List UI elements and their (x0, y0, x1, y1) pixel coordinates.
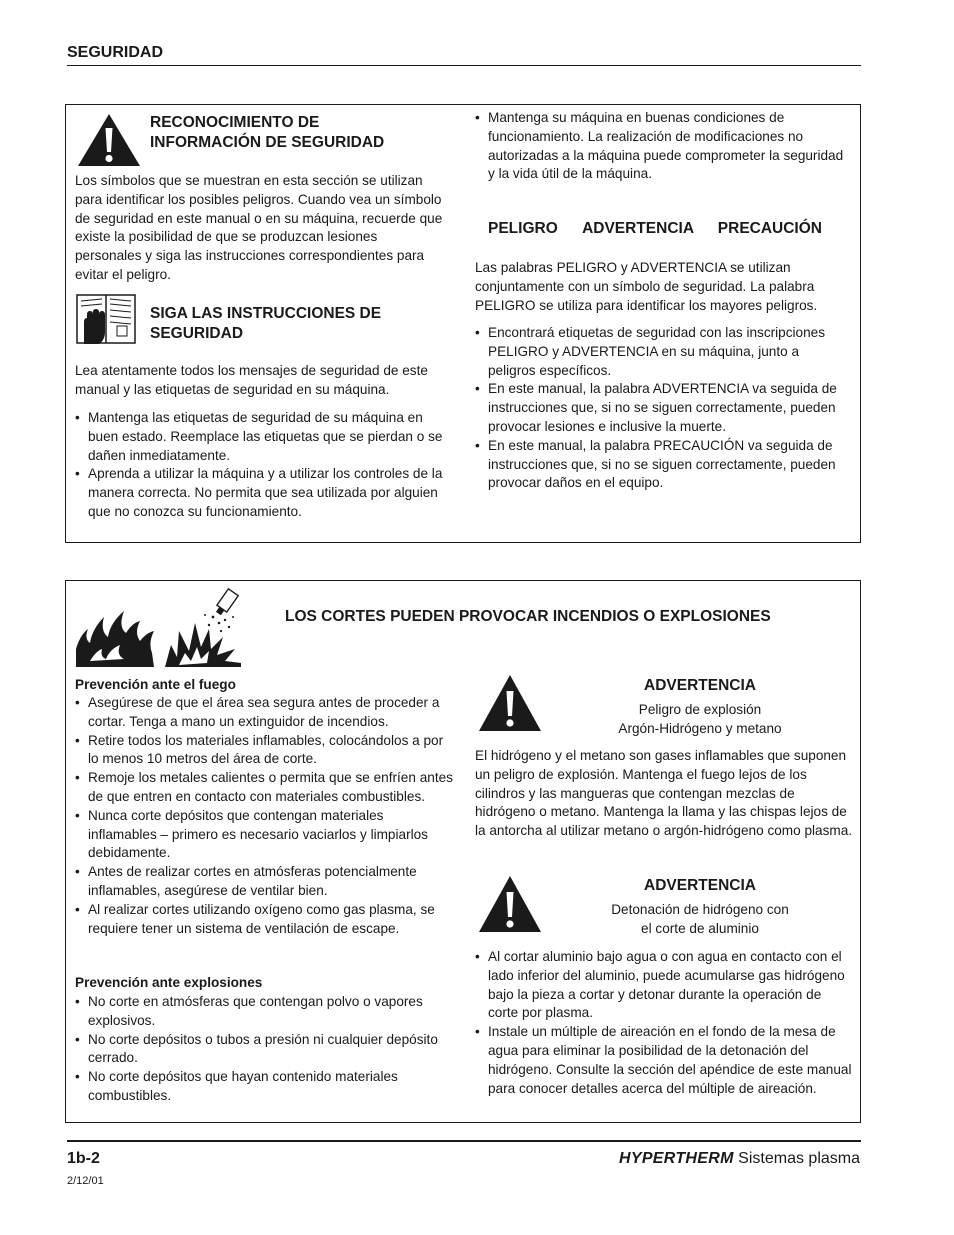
recognize-title-line2: INFORMACIÓN DE SEGURIDAD (150, 134, 385, 151)
recognize-title-line1: RECONOCIMIENTO DE (150, 114, 320, 131)
warning2-line1: Detonación de hidrógeno con (611, 902, 789, 917)
follow-bullets (75, 409, 445, 522)
fire-explosion-title: LOS CORTES PUEDEN PROVOCAR INCENDIOS O EXPLOSIONES (285, 608, 771, 625)
brand-name: HYPERTHERM (619, 1150, 734, 1167)
list-item: • Remoje los metales calientes o permita que se enfríen antes de que entren en contacto con materiales combustibles. (75, 769, 453, 807)
list-item: • Asegúrese de que el área sea segura antes de proceder a cortar. Tenga a mano un extinguidor de incendios. (75, 694, 453, 732)
warning1-block (580, 676, 820, 739)
list-item: • Instale un múltiple de aireación en el fondo de la mesa de agua para eliminar la posibilidad de la detonación del hidrógeno. Consulte la sección del apéndice de este manual para conocer detalles acerca del múltiple de aireación. (475, 1023, 853, 1098)
warning-triangle-icon (477, 874, 543, 934)
warning2-line2: el corte de aluminio (641, 920, 759, 936)
warning1-line2: Argón-Hidrógeno y metano (618, 720, 782, 736)
footer-brand (619, 1150, 860, 1168)
list-item: • Aprenda a utilizar la máquina y a utilizar los controles de la manera correcta. No permita que sea utilizada por alguien que no conozca su funcionamiento. (75, 465, 445, 521)
list-item: • Al cortar aluminio bajo agua o con agua en contacto con el lado inferior del aluminio, puede acumularse gas hidrógeno bajo la pieza a cortar y detonar durante la operación de corte por plasma. (475, 948, 853, 1023)
signal-words (488, 219, 822, 239)
warning1-label: ADVERTENCIA (644, 677, 756, 694)
read-manual-icon (75, 292, 137, 346)
follow-title-line1: SIGA LAS INSTRUCCIONES DE (150, 305, 382, 322)
list-item: • Encontrará etiquetas de seguridad con las inscripciones PELIGRO y ADVERTENCIA en su máquina, junto a peligros específicos. (475, 324, 850, 380)
fire-prevention-bullets (75, 694, 453, 938)
product-name: Sistemas plasma (738, 1150, 860, 1167)
warning-triangle-icon (477, 673, 543, 733)
revision-date: 2/12/01 (67, 1175, 104, 1187)
header-rule (67, 65, 861, 66)
maintenance-bullet (475, 109, 847, 184)
warning2-block (580, 876, 820, 939)
follow-title (150, 304, 450, 344)
list-item: • Retire todos los materiales inflamables, colocándolos a por lo menos 10 metros del área de corte. (75, 732, 453, 770)
fire-prevention-heading: Prevención ante el fuego (75, 677, 236, 692)
torch-explosion-icon (163, 587, 243, 669)
recognize-body: Los símbolos que se muestran en esta sección se utilizan para identificar los posibles peligros. Cuando vea un símbolo de seguridad en este manual o en su máquina, recuerde que existe la posibilidad de que se produzcan lesiones personales y siga las instrucciones correspondientes para evitar el peligro. (75, 173, 443, 282)
warning1-line1: Peligro de explosión (638, 702, 762, 717)
list-item: • Antes de realizar cortes en atmósferas potencialmente inflamables, asegúrese de ventilar bien. (75, 863, 453, 901)
list-item: • Mantenga las etiquetas de seguridad de su máquina en buen estado. Reemplace las etiquetas que se pierdan o se dañen inmediatamente. (75, 409, 445, 465)
list-item: • Nunca corte depósitos que contengan materiales inflamables – primero es necesario vaciarlos y limpiarlos debidamente. (75, 807, 453, 863)
flames-icon (74, 603, 158, 669)
explosion-prevention-heading: Prevención ante explosiones (75, 975, 263, 990)
list-item: • En este manual, la palabra ADVERTENCIA va seguida de instrucciones que, si no se siguen correctamente, pueden provocar lesiones e inclusive la muerte. (475, 380, 850, 436)
list-item: • En este manual, la palabra PRECAUCIÓN va seguida de instrucciones que, si no se siguen correctamente, pueden provocar daños en el equipo. (475, 437, 850, 493)
follow-body: Lea atentamente todos los mensajes de seguridad de este manual y las etiquetas de seguridad en su máquina. (75, 363, 428, 397)
page-number: 1b-2 (67, 1150, 100, 1167)
list-item: • No corte depósitos o tubos a presión ni cualquier depósito cerrado. (75, 1031, 455, 1069)
warning-triangle-icon (76, 112, 142, 168)
signal-word-caution: PRECAUCIÓN (717, 220, 822, 237)
explosion-prevention-bullets (75, 993, 455, 1106)
recognize-title (150, 113, 450, 153)
list-item: • No corte depósitos que hayan contenido materiales combustibles. (75, 1068, 455, 1106)
list-item: • No corte en atmósferas que contengan polvo o vapores explosivos. (75, 993, 455, 1031)
list-item: • Mantenga su máquina en buenas condiciones de funcionamiento. La realización de modificaciones no autorizadas a la máquina puede comprometer la seguridad y la vida útil de la máquina. (475, 109, 847, 184)
signal-bullets (475, 324, 850, 493)
warning2-bullets (475, 948, 853, 1098)
signal-word-warning: ADVERTENCIA (582, 220, 694, 237)
footer-rule (67, 1140, 861, 1142)
list-item: • Al realizar cortes utilizando oxígeno como gas plasma, se requiere tener un sistema de ventilación de escape. (75, 901, 453, 939)
signal-words-body: Las palabras PELIGRO y ADVERTENCIA se utilizan conjuntamente con un símbolo de seguridad. La palabra PELIGRO se utiliza para identificar los mayores peligros. (475, 260, 818, 313)
signal-word-danger: PELIGRO (488, 220, 558, 237)
warning1-body: El hidrógeno y el metano son gases inflamables que suponen un peligro de explosión. Mantenga el fuego lejos de los cilindros y las mangueras que contengan mezclas de hidrógeno o metano. Mantenga la llama y las chispas lejos de la antorcha al utilizar metano o argón-hidrógeno como plasma. (475, 748, 853, 839)
warning2-label: ADVERTENCIA (644, 877, 756, 894)
section-title: SEGURIDAD (67, 44, 164, 61)
follow-title-line2: SEGURIDAD (150, 325, 244, 342)
